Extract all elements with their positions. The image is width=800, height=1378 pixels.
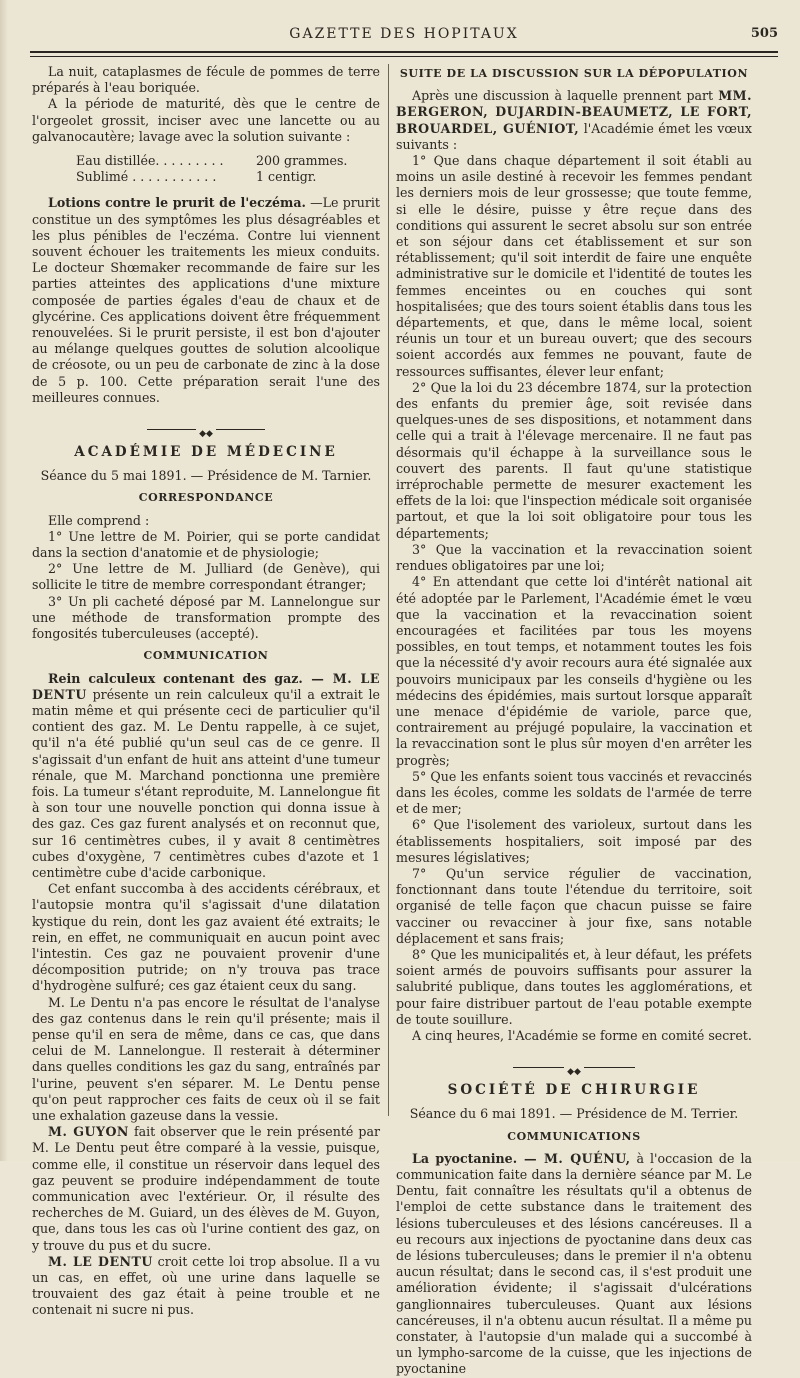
ingredient: Eau distillée. . . . . . . . . — [76, 153, 224, 169]
ingredient: Sublimé . . . . . . . . . . . — [76, 169, 217, 185]
article-title: La pyoctanine. — [412, 1150, 518, 1166]
article-title: Rein calculeux contenant des gaz. — [48, 670, 303, 686]
journal-title: GAZETTE DES HOPITAUX — [289, 26, 519, 42]
author-names: MM. BERGERON, DUJARDIN-BEAUMETZ, LE FORT, BROUARDEL, GUÉNIOT, — [396, 88, 752, 136]
left-column — [32, 64, 380, 1319]
list-item: 1° Que dans chaque département il soit établi au moins un asile destiné à recevoir les femmes pendant les derniers mois de leur grossesse; que toute femme, si elle le désire, puisse y être reçue dans des conditions qui assurent le secret absolu sur son entrée et son séjour dans cet établissement et sur son rétablissement; qu'il soit interdit de faire une enquête administrative sur le domicile et l'identité de toutes les femmes enceintes ou en couches qui sont hospitalisées; que des tours soient établis dans tous les départements, et que, dans le même local, soient réunis un tour et un bureau ouvert; que des secours soient accordés aux femmes ne pouvant, faute de ressources suffisantes, élever leur enfant; — [396, 153, 752, 379]
paragraph — [32, 195, 380, 406]
prescription-line — [76, 153, 380, 169]
list-item: 3° Un pli cacheté déposé par M. Lannelongue sur une méthode de transformation prompte des fongosités tuberculeuses (accepté). — [32, 593, 380, 642]
list-item: 5° Que les enfants soient tous vaccinés et revaccinés dans les écoles, comme les soldats de l'armée de terre et de mer; — [396, 768, 752, 817]
quantity: 1 centigr. — [256, 169, 317, 185]
paragraph: La nuit, cataplasmes de fécule de pommes de terre préparés à l'eau boriquée. — [32, 64, 380, 96]
prescription — [32, 153, 380, 185]
paragraph: A la période de maturité, dès que le centre de l'orgeolet grossit, inciser avec une lancette ou au galvanocautère; lavage avec la solution suivante : — [32, 96, 380, 144]
paragraph: M. Le Dentu n'a pas encore le résultat de l'analyse des gaz contenus dans le rein qu'il présente; mais il pense qu'il en sera de même, dans ce cas, que dans celui de M. Lannelongue. Il resterait à déterminer dans quelles conditions les gaz du sang, entraînés par l'urine, peuvent s'en séparer. M. Le Dentu pense qu'on peut rapprocher ces faits de ceux où il se fait une exhalation gazeuse dans la vessie. — [32, 994, 380, 1123]
paragraph — [32, 671, 380, 882]
paragraph: Elle comprend : — [48, 512, 150, 528]
list-item: 7° Qu'un service régulier de vaccination, fonctionnant dans toute l'étendue du territoire, soit organisé de telle façon que chacun puisse se faire vacciner ou revacciner à jour fixe, sans notable déplacement et sans frais; — [396, 865, 752, 946]
author-name: — M. QUÉNU, — [517, 1150, 631, 1166]
paragraph — [32, 1254, 380, 1319]
paragraph: A cinq heures, l'Académie se forme en comité secret. — [412, 1027, 752, 1043]
paragraph — [396, 1151, 752, 1378]
article-text: —Le prurit constitue un des symptômes les plus désagréables et les plus pénibles de l'eczéma. Contre lui viennent souvent échouer les traitements les mieux conduits. Le docteur Shœmaker recommande de faire sur les parties atteintes des applications d'une mixture composée de parties égales d'eau de chaux et de glycérine. Ces applications doivent être fréquemment renouvelées. Si le prurit persiste, il est bon d'ajouter au mélange quelques gouttes de solution alcoolique de créosote, ou un peu de carbonate de zinc à la dose de 5 p. 100. Cette préparation serait l'une des meilleures connues. — [32, 195, 380, 405]
subsection-title: SUITE DE LA DISCUSSION SUR LA DÉPOPULATION — [399, 67, 749, 80]
subsection-title: COMMUNICATIONS — [507, 1129, 641, 1143]
list-item: 3° Que la vaccination et la revaccination soient rendues obligatoires par une loi; — [396, 541, 752, 574]
list-item: 6° Que l'isolement des varioleux, surtout dans les établissements hospitaliers, soit imposé par des mesures législatives; — [396, 817, 752, 865]
article-text: à l'occasion de la communication faite dans la dernière séance par M. Le Dentu, fait connaître les résultats qu'il a obtenus de l'emploi de cette substance dans le traitement des lésions tuberculeuses et des lésions cancéreuses. Il a eu recours aux injections de pyoctanine dans deux cas de lésions tuberculeuses; dans le premier il n'a obtenu aucun résultat; dans le second cas, il s'est produit une amélioration évidente; il s'agissait d'ulcérations ganglionnaires tuberculeuses. Quant aux lésions cancéreuses, il n'a obtenu aucun résultat. Il a même pu constater, à l'autopsie d'un malade qui a succombé à un lympho-sarcome de la cuisse, que les injections de pyoctanine — [396, 1150, 752, 1377]
author-name: M. GUYON — [48, 1124, 129, 1140]
header-rule — [30, 51, 778, 53]
article-text: fait observer que le rein présenté par M. Le Dentu peut être comparé à la vessie, puisque, comme elle, il constitue un réservoir dans lequel des gaz peuvent se produire indépendamment de toute communication avec l'extérieur. Or, il résulte des recherches de M. Guiard, un des élèves de M. Guyon, que, dans tous les cas où l'urine contient des gaz, on y trouve du pus et du sucre. — [32, 1124, 380, 1253]
prescription-line — [76, 169, 380, 185]
author-name: M. LE DENTU — [48, 1253, 153, 1269]
section-title: ACADÉMIE DE MÉDECINE — [74, 444, 338, 461]
ornament-divider: ◆◆ — [396, 1062, 752, 1072]
header-rule-thin — [30, 56, 778, 57]
page-number: 505 — [750, 26, 778, 41]
article-text: croit cette loi trop absolue. Il a vu un cas, en effet, où une urine dans laquelle se trouvaient des gaz était à peine trouble et ne contenait ni sucre ni pus. — [32, 1253, 380, 1318]
author-name: — M. LE DENTU — [32, 670, 380, 702]
article-title: Lotions contre le prurit de l'eczéma. — [48, 195, 306, 211]
subsection-title: COMMUNICATION — [143, 649, 269, 663]
subsection-title: CORRESPONDANCE — [138, 491, 274, 505]
list-item: 8° Que les municipalités et, à leur défaut, les préfets soient armés de pouvoirs suffisants pour assurer la salubrité publique, dans toutes les agglomérations, et pour faire distribuer partout de l'eau potable exempte de toute souillure. — [396, 946, 752, 1027]
list-item: 1° Une lettre de M. Poirier, qui se porte candidat dans la section d'anatomie et de physiologie; — [32, 528, 380, 561]
list-item: 4° En attendant que cette loi d'intérêt national ait été adoptée par le Parlement, l'Académie émet le vœu que la vaccination et la revaccination soient encouragées et facilitées par tous les moyens possibles, en tout temps, et notamment toutes les fois que la nécessité d'y avoir recours aura été signalée aux pouvoirs municipaux par les conseils d'hygiène ou les médecins des épidémies, mais surtout lorsque apparaît une menace d'épidémie de variole, parce que, contrairement au préjugé populaire, la vaccination et la revaccination sont le plus sûr moyen d'en arrêter les progrès; — [396, 574, 752, 768]
column-separator — [388, 64, 389, 1116]
paragraph: Après une discussion à laquelle prennent part MM. BERGERON, DUJARDIN-BEAUMETZ, LE FORT, BROUARDEL, GUÉNIOT, l'Académie émet les vœux suivants : — [396, 88, 753, 152]
section-title: SOCIÉTÉ DE CHIRURGIE — [447, 1082, 701, 1099]
paragraph — [32, 1124, 380, 1254]
session-line: Séance du 5 mai 1891. — Présidence de M. Tarnier. — [40, 468, 372, 484]
article-text: présente un rein calculeux qu'il a extrait le matin même et qui présente ceci de particulier qu'il contient des gaz. M. Le Dentu rappelle, à ce sujet, qu'il n'a été publié qu'un seul cas de ce genre. Il s'agissait d'un enfant de huit ans atteint d'une tumeur rénale, que M. Marchand ponctionna une première fois. La tumeur s'étant reproduite, M. Lannelongue fit à son tour une nouvelle ponction qui donna issue à des gaz. Ces gaz furent analysés et on reconnut que, sur 16 centimètres cubes, il y avait 8 centimètres cubes d'oxygène, 7 centimètres cubes d'azote et 1 centimètre cube d'acide carbonique. — [32, 686, 380, 880]
paragraph: Cet enfant succomba à des accidents cérébraux, et l'autopsie montra qu'il s'agissait d'une dilatation kystique du rein, dont les gaz avaient été extraits; le rein, en effet, ne communiquait en aucun point avec l'intestin. Ces gaz ne pouvaient provenir d'une décomposition putride; on n'y trouva pas trace d'hydrogène sulfuré; ces gaz étaient ceux du sang. — [32, 881, 380, 994]
list-item: 2° Une lettre de M. Julliard (de Genève), qui sollicite le titre de membre correspondant étranger; — [32, 561, 380, 593]
session-line: Séance du 6 mai 1891. — Présidence de M. Terrier. — [409, 1106, 739, 1122]
list-item: 2° Que la loi du 23 décembre 1874, sur la protection des enfants du premier âge, soit revisée dans quelques-unes de ses dispositions, et notamment dans celle qui a trait à l'élevage mercenaire. Il ne faut pas désormais qu'il échappe à la surveillance sous le couvert des parents. Il faut qu'une statistique irréprochable permette de mesurer exactement les effets de la loi: que l'inspection médicale soit organisée partout, et que la loi soit obligatoire pour tous les départements; — [396, 379, 752, 541]
page-header — [30, 26, 778, 46]
ornament-divider: ◆◆ — [32, 424, 380, 434]
right-column — [396, 64, 752, 1378]
quantity: 200 grammes. — [256, 153, 348, 169]
